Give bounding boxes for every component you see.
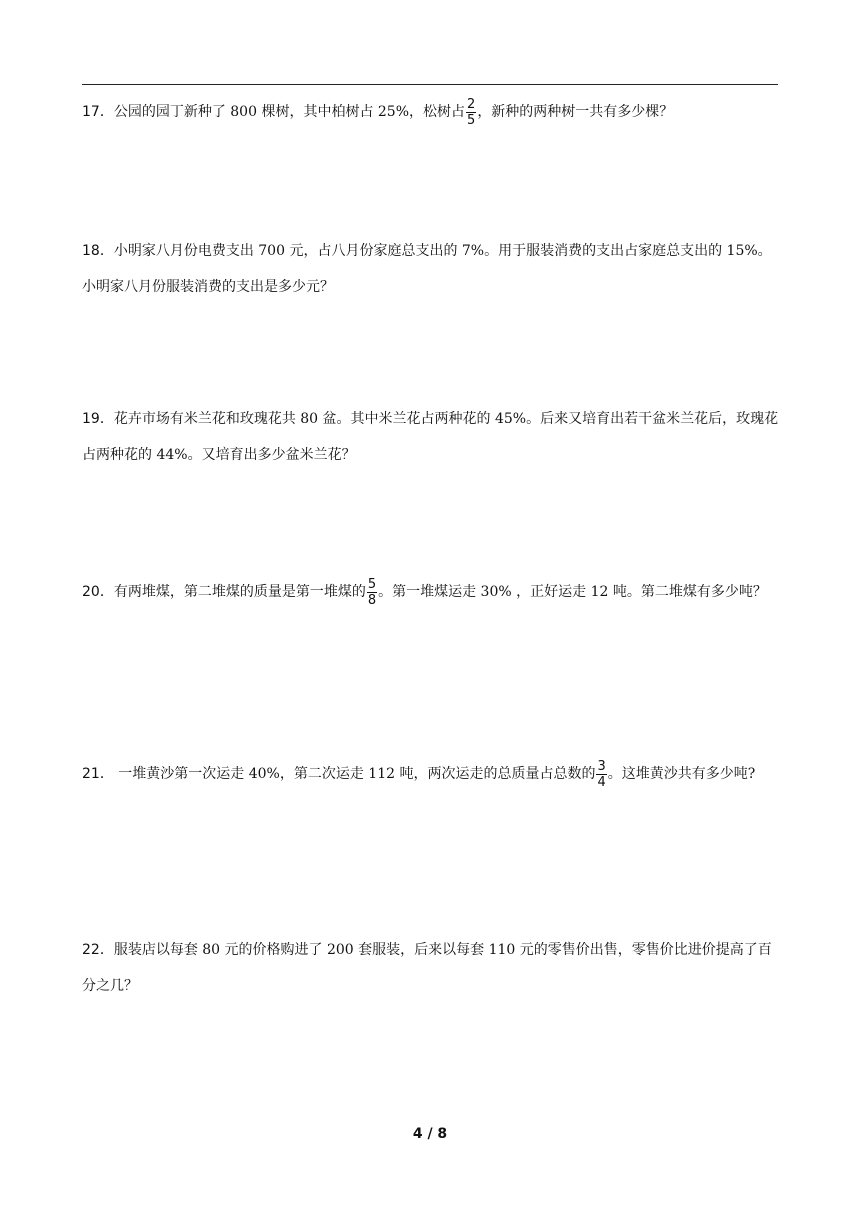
question-17 — [82, 94, 782, 130]
question-number: 19 — [82, 411, 100, 427]
question-text: 。第一堆煤运走 30% ，正好运走 12 吨。第二堆煤有多少吨？ — [378, 584, 767, 600]
question-number: 21 — [82, 766, 100, 782]
question-number: 18 — [82, 243, 100, 259]
question-text: ．花卉市场有米兰花和玫瑰花共 80 盆。其中米兰花占两种花的 45%。后来又培育出若干盆米兰花后，玫瑰花占两种花的 44%。又培育出多少盆米兰花？ — [82, 411, 779, 463]
question-text: 。这堆黄沙共有多少吨? — [607, 766, 756, 782]
fraction-denominator: 5 — [467, 112, 476, 128]
question-text: ．有两堆煤，第二堆煤的质量是第一堆煤的 — [99, 584, 366, 600]
question-20 — [82, 574, 782, 610]
question-22 — [82, 932, 782, 1004]
question-text: ．公园的园丁新种了 800 棵树，其中柏树占 25%，松树占 — [99, 104, 466, 120]
question-21 — [82, 756, 782, 792]
question-text: ．服装店以每套 80 元的价格购进了 200 套服装，后来以每套 110 元的零售价出售，零售价比进价提高了百分之几？ — [82, 942, 772, 994]
fraction-denominator: 8 — [367, 592, 377, 608]
fraction-denominator: 4 — [597, 774, 606, 790]
header-rule — [82, 84, 778, 85]
question-number: 17 — [82, 104, 100, 120]
question-text: ． 一堆黄沙第一次运走 40%，第二次运走 112 吨，两次运走的总质量占总数的 — [99, 766, 596, 782]
question-text: ．小明家八月份电费支出 700 元，占八月份家庭总支出的 7%。用于服装消费的支出占家庭总支出的 15%。小明家八月份服装消费的支出是多少元？ — [82, 243, 772, 295]
fraction-numerator: 2 — [467, 96, 476, 112]
question-text: ，新种的两种树一共有多少棵？ — [477, 104, 674, 120]
question-number: 20 — [82, 584, 100, 600]
fraction — [466, 98, 476, 127]
fraction-numerator: 5 — [367, 576, 377, 592]
fraction — [367, 578, 377, 607]
question-19 — [82, 401, 782, 473]
fraction — [596, 760, 606, 789]
question-number: 22 — [82, 942, 100, 958]
question-18 — [82, 233, 782, 305]
page-number: 4 / 8 — [412, 1126, 448, 1142]
fraction-numerator: 3 — [597, 758, 606, 774]
